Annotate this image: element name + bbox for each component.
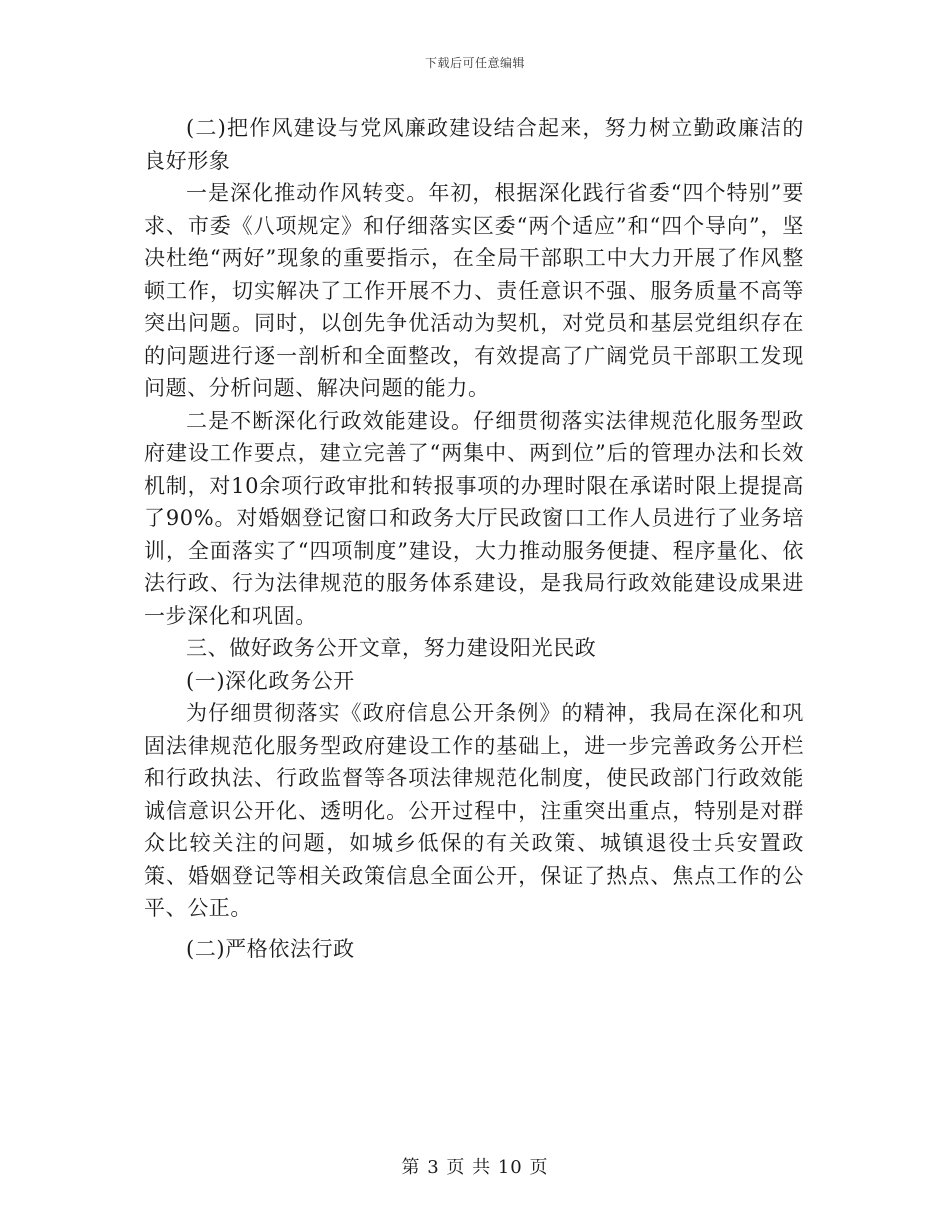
subsection-heading-2b: (二)严格依法行政 <box>186 936 355 961</box>
page-number: 第 3 页 共 10 页 <box>401 1157 549 1178</box>
section-heading-3: 三、做好政务公开文章，努力建设阳光民政 <box>186 636 597 660</box>
page-footer <box>0 1153 950 1179</box>
paragraph-efficiency: 二是不断深化行政效能建设。仔细贯彻落实法律规范化服务型政府建设工作要点，建立完善了“两集中、两到位”后的管理办法和长效机制，对10余项行政审批和转报事项的办理时限在承诺时限上提提高了90%。对婚姻登记窗口和政务大厅民政窗口工作人员进行了业务培训，全面落实了“四项制度”建设，大力推动服务便捷、程序量化、依法行政、行为法律规范的服务体系建设，是我局行政效能建设成果进一步深化和巩固。 <box>144 408 804 628</box>
paragraph-disclosure: 为仔细贯彻落实《政府信息公开条例》的精神，我局在深化和巩固法律规范化服务型政府建设工作的基础上，进一步完善政务公开栏和行政执法、行政监督等各项法律规范化制度，使民政部门行政效能诚信意识公开化、透明化。公开过程中，注重突出重点，特别是对群众比较关注的问题，如城乡低保的有关政策、城镇退役士兵安置政策、婚姻登记等相关政策信息全面公开，保证了热点、焦点工作的公平、公正。 <box>144 701 804 920</box>
page-header: 下载后可任意编辑 <box>424 56 525 70</box>
paragraph-work-style: 一是深化推动作风转变。年初，根据深化践行省委“四个特别”要求、市委《八项规定》和仔细落实区委“两个适应”和“四个导向”，坚决杜绝“两好”现象的重要指示，在全局干部职工中大力开展了作风整顿工作，切实解决了工作开展不力、责任意识不强、服务质量不高等突出问题。同时，以创先争优活动为契机，对党员和基层党组织存在的问题进行逐一剖析和全面整改，有效提高了广阔党员干部职工发现问题、分析问题、解决问题的能力。 <box>144 181 804 400</box>
subsection-heading-1: (一)深化政务公开 <box>186 668 355 693</box>
document-body <box>144 112 804 965</box>
subsection-heading-2: (二)把作风建设与党风廉政建设结合起来，努力树立勤政廉洁的良好形象 <box>144 116 804 173</box>
